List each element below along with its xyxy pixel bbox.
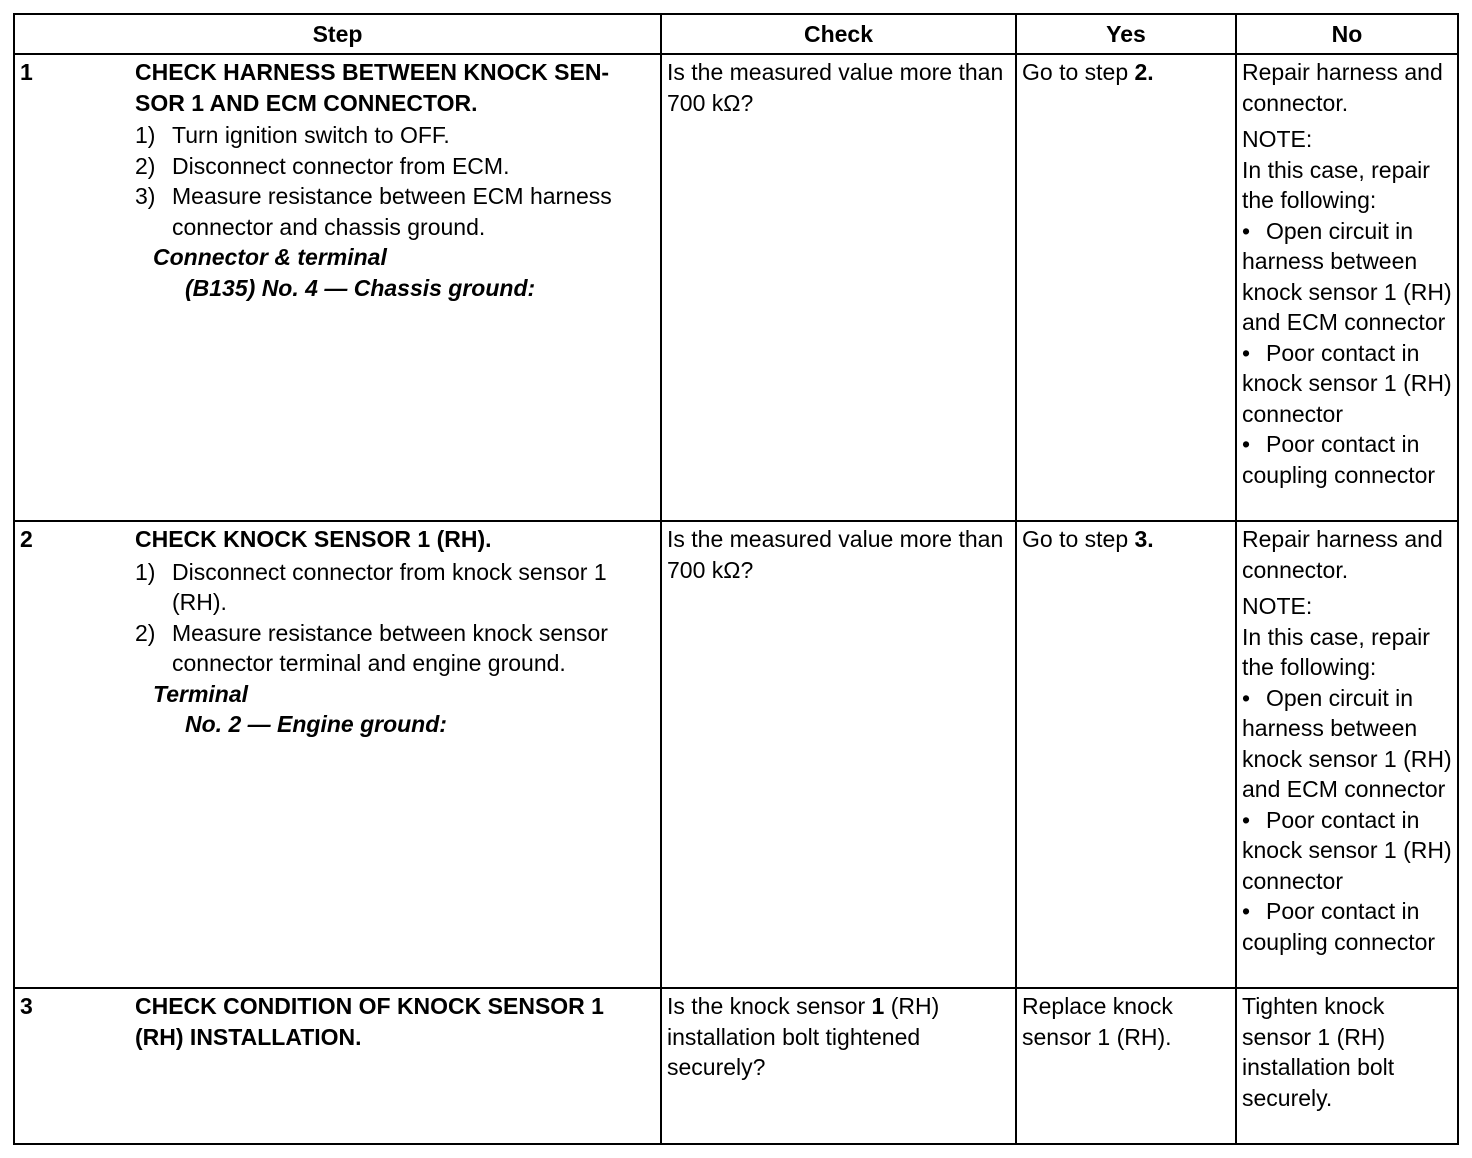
- step-title: CHECK KNOCK SENSOR 1 (RH).: [135, 526, 492, 552]
- header-check: Check: [661, 14, 1016, 54]
- note-bullets: [1242, 216, 1453, 491]
- procedure-item: 2) Measure resistance between knock sensor connector terminal and engine ground.: [135, 619, 608, 676]
- note-label: NOTE:: [1242, 593, 1313, 619]
- list-item: • Poor contact in coupling connector: [1242, 431, 1436, 488]
- check-cell: [661, 521, 1016, 988]
- list-item: • Poor contact in coupling connector: [1242, 898, 1436, 955]
- spec-value: No. 2 — Engine ground:: [185, 711, 447, 737]
- table-row: [14, 54, 1458, 521]
- step-cell: [14, 521, 661, 988]
- step-title: CHECK CONDITION OF KNOCK SENSOR 1 (RH) INSTALLATION.: [135, 993, 604, 1050]
- yes-cell: Go to step 3.: [1016, 521, 1236, 988]
- check-cell: [661, 54, 1016, 521]
- no-cell: [1236, 54, 1458, 521]
- yes-cell: [1016, 988, 1236, 1144]
- no-action: Repair harness and connector.: [1242, 526, 1443, 583]
- table-row: [14, 988, 1458, 1144]
- check-question: Is the measured value more than 700 kΩ?: [667, 59, 1004, 116]
- no-action: Tighten knock sensor 1 (RH) installation bolt securely.: [1242, 993, 1395, 1111]
- step-number: 3: [20, 993, 33, 1019]
- spec-label: Connector & terminal: [153, 244, 387, 270]
- procedure-item: 3) Measure resistance between ECM harness connector and chassis ground.: [135, 183, 612, 240]
- step-title: CHECK HARNESS BETWEEN KNOCK SEN- SOR 1 AND ECM CONNECTOR.: [135, 59, 610, 116]
- note-block: [1242, 591, 1453, 957]
- no-cell: [1236, 521, 1458, 988]
- check-question: Is the measured value more than 700 kΩ?: [667, 526, 1004, 583]
- note-text: In this case, repair the following:: [1242, 623, 1430, 680]
- yes-cell: Go to step 2.: [1016, 54, 1236, 521]
- note-block: [1242, 124, 1453, 490]
- step-number: 2: [20, 526, 33, 552]
- header-step: Step: [14, 14, 661, 54]
- no-action: Repair harness and connector.: [1242, 59, 1443, 116]
- header-no: No: [1236, 14, 1458, 54]
- next-step-ref: 3.: [1134, 526, 1154, 552]
- procedure-item: 2) Disconnect connector from ECM.: [135, 152, 510, 179]
- yes-action: Replace knock sensor 1 (RH).: [1022, 993, 1173, 1050]
- header-row: [14, 14, 1458, 54]
- list-item: • Open circuit in harness between knock sensor 1 (RH) and ECM connector: [1242, 217, 1452, 335]
- step-number: 1: [20, 59, 33, 85]
- list-item: • Poor contact in knock sensor 1 (RH) connector: [1242, 339, 1452, 427]
- list-item: • Poor contact in knock sensor 1 (RH) connector: [1242, 806, 1452, 894]
- spec-label: Terminal: [153, 680, 249, 707]
- diagnostic-table: [13, 13, 1459, 1145]
- header-yes: Yes: [1016, 14, 1236, 54]
- step-cell: [14, 54, 661, 521]
- procedure-list: [135, 557, 656, 679]
- list-item: • Open circuit in harness between knock sensor 1 (RH) and ECM connector: [1242, 684, 1452, 802]
- procedure-item: 1) Turn ignition switch to OFF.: [135, 122, 450, 148]
- check-cell: Is the knock sensor 1 (RH) installation bolt tightened securely?: [661, 988, 1016, 1144]
- note-label: NOTE:: [1242, 126, 1313, 152]
- note-text: In this case, repair the following:: [1242, 156, 1430, 213]
- procedure-list: [135, 120, 656, 242]
- next-step-ref: 2.: [1134, 59, 1154, 85]
- table-row: [14, 521, 1458, 988]
- spec-value: (B135) No. 4 — Chassis ground:: [185, 274, 536, 301]
- no-cell: [1236, 988, 1458, 1144]
- step-cell: [14, 988, 661, 1144]
- procedure-item: 1) Disconnect connector from knock sensor 1 (RH).: [135, 558, 607, 615]
- note-bullets: [1242, 683, 1453, 958]
